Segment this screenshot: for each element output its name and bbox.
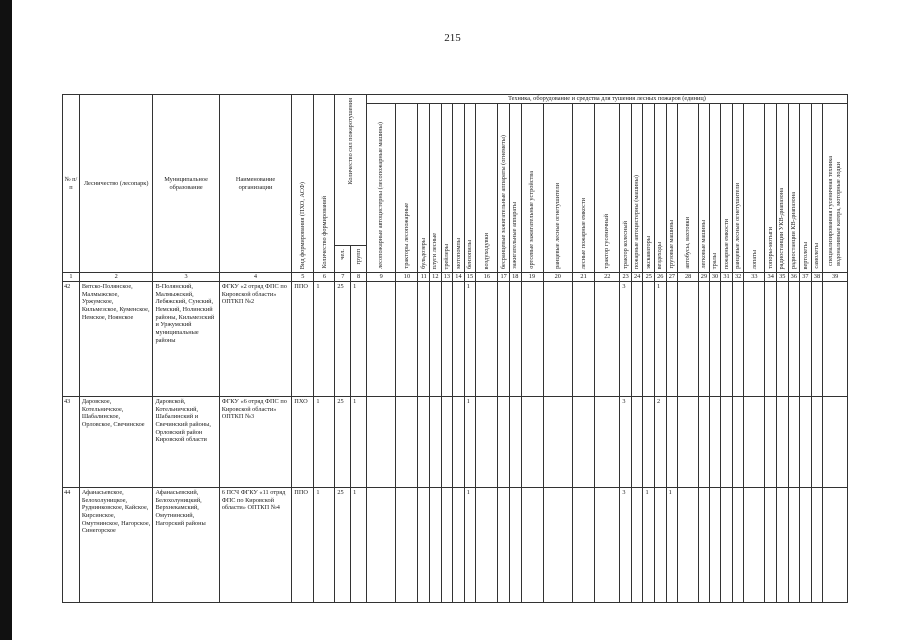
column-index-16: 16 (476, 273, 498, 282)
row-equipment-col-21 (573, 397, 595, 488)
header-equipment-29: легковые машины (699, 104, 710, 273)
row-groups: 1 (351, 397, 367, 488)
row-equipment-col-39 (823, 282, 848, 397)
header-equipment-30: тралы (709, 104, 721, 273)
column-index-row (63, 273, 848, 282)
row-groups: 1 (351, 282, 367, 397)
row-equipment-col-20 (543, 488, 572, 603)
header-equipment-26: вездеходы (655, 104, 667, 273)
row-municipality: Афанасьевский, Белохолуницкий, Верхнекамский, Омутнинский, Нагорский районы (153, 488, 219, 603)
header-org-name: Наименование организации (219, 95, 292, 273)
column-index-20: 20 (543, 273, 572, 282)
row-equipment-col-27 (666, 397, 678, 488)
header-equipment-35: радиостанции УКВ-диапазона (776, 104, 788, 273)
header-equipment-11: бульдозеры (418, 104, 430, 273)
row-equipment-col-22 (595, 488, 620, 603)
column-index-39: 39 (823, 273, 848, 282)
header-equipment-9: лесопожарные автоцистерны (лесопожарные машины) (366, 104, 395, 273)
row-equipment-col-33 (744, 397, 765, 488)
row-municipality: В-Полянский, Малмыжский, Лебяжский, Сунский, Немский, Нолинский районы, Кильмезский и Уржумский муниципальные районы (153, 282, 219, 397)
row-equipment-col-13 (441, 488, 453, 603)
row-equipment-col-18 (509, 488, 521, 603)
header-equipment-18: зажигательные аппараты (509, 104, 521, 273)
column-index-1: 1 (63, 273, 80, 282)
row-equipment-col-29 (699, 488, 710, 603)
row-equipment-col-34 (765, 488, 777, 603)
header-form-type: Вид формирования (ПХО, АСФ) (292, 95, 314, 273)
row-equipment-col-24 (631, 397, 643, 488)
column-index-14: 14 (453, 273, 465, 282)
row-equipment-col-26 (655, 488, 667, 603)
row-municipality: Даровской, Котельничский, Шабалинский и Свечинский районы, Орловский район Кировской области (153, 397, 219, 488)
column-index-4: 4 (219, 273, 292, 282)
column-index-9: 9 (366, 273, 395, 282)
column-index-6: 6 (314, 273, 335, 282)
header-equipment-25: экскаваторы (643, 104, 655, 273)
row-equipment-col-12 (430, 282, 442, 397)
header-equipment-20: ранцевые лесные огнетушители (543, 104, 572, 273)
header-equipment-32: ранцевые лесные огнетушители (732, 104, 744, 273)
column-index-33: 33 (744, 273, 765, 282)
row-equipment-col-25: 1 (643, 488, 655, 603)
row-equipment-col-34 (765, 397, 777, 488)
column-index-28: 28 (678, 273, 699, 282)
row-form-count: 1 (314, 282, 335, 397)
row-equipment-col-14 (453, 488, 465, 603)
column-index-7: 7 (335, 273, 351, 282)
header-equipment-13: трейлеры (441, 104, 453, 273)
row-forestry: Афанасьевское, Белохолуницкое, Руднинковское, Кайское, Кирсинское, Омутнинское, Нагорское, Синегорское (79, 488, 153, 603)
column-index-23: 23 (620, 273, 632, 282)
row-equipment-col-18 (509, 397, 521, 488)
row-equipment-col-17 (498, 397, 510, 488)
header-equipment-28: автобусы, вахтовки (678, 104, 699, 273)
column-index-34: 34 (765, 273, 777, 282)
row-equipment-col-16 (476, 488, 498, 603)
header-form-count: Количество формирований (314, 95, 335, 273)
header-equipment-16: воздуходувки (476, 104, 498, 273)
column-index-38: 38 (811, 273, 823, 282)
row-equipment-col-11 (418, 488, 430, 603)
row-equipment-col-20 (543, 282, 572, 397)
column-index-37: 37 (800, 273, 812, 282)
row-equipment-col-39 (823, 397, 848, 488)
row-equipment-col-25 (643, 397, 655, 488)
row-equipment-col-37 (800, 488, 812, 603)
column-index-35: 35 (776, 273, 788, 282)
column-index-30: 30 (709, 273, 721, 282)
column-index-15: 15 (464, 273, 476, 282)
row-equipment-col-30 (709, 397, 721, 488)
row-equipment-col-9 (366, 488, 395, 603)
column-index-18: 18 (509, 273, 521, 282)
column-index-24: 24 (631, 273, 643, 282)
column-index-31: 31 (721, 273, 733, 282)
header-equipment-21: лесные пожарные емкости (573, 104, 595, 273)
row-equipment-col-36 (788, 282, 800, 397)
page-number: 215 (444, 32, 461, 44)
row-equipment-col-19 (521, 282, 543, 397)
row-equipment-col-12 (430, 488, 442, 603)
row-equipment-col-22 (595, 282, 620, 397)
row-groups: 1 (351, 488, 367, 603)
row-equipment-col-32 (732, 488, 744, 603)
column-index-11: 11 (418, 273, 430, 282)
row-equipment-col-19 (521, 488, 543, 603)
row-people: 25 (335, 488, 351, 603)
row-equipment-col-26: 1 (655, 282, 667, 397)
header-equipment-27: грузовые машины (666, 104, 678, 273)
header-equipment-39: специализированная гусеничная техникаводоналивные катера, моторные лодки (823, 104, 848, 273)
row-equipment-col-31 (721, 282, 733, 397)
row-equipment-col-30 (709, 282, 721, 397)
column-index-25: 25 (643, 273, 655, 282)
row-equipment-col-22 (595, 397, 620, 488)
header-equipment-15: бензопилы (464, 104, 476, 273)
table-row (63, 488, 848, 603)
column-index-22: 22 (595, 273, 620, 282)
row-equipment-col-38 (811, 488, 823, 603)
header-equipment-17: бесранцевые зажигательные аппараты (огнеметы) (498, 104, 510, 273)
header-equipment-34: топоры-мотыги (765, 104, 777, 273)
row-equipment-col-33 (744, 282, 765, 397)
row-equipment-col-30 (709, 488, 721, 603)
header-equipment-12: плуги лесные (430, 104, 442, 273)
header-equipment-38: самолеты (811, 104, 823, 273)
row-forestry: Вятско-Полянское, Малмыжское, Уржумское, Кильмезское, Куменское, Немское, Ноянское (79, 282, 153, 397)
row-equipment-col-16 (476, 282, 498, 397)
row-forestry: Даровское, Котельничское, Шабалинское, Орловское, Свечинское (79, 397, 153, 488)
row-equipment-col-24 (631, 282, 643, 397)
row-equipment-col-28 (678, 282, 699, 397)
column-index-3: 3 (153, 273, 219, 282)
column-index-10: 10 (396, 273, 418, 282)
row-equipment-col-20 (543, 397, 572, 488)
forest-fire-resources-table (62, 94, 848, 603)
row-no: 44 (63, 488, 80, 603)
row-equipment-col-13 (441, 282, 453, 397)
header-equipment-14: мотопомпы (453, 104, 465, 273)
row-equipment-col-24 (631, 488, 643, 603)
scan-left-edge (0, 0, 12, 640)
column-index-8: 8 (351, 273, 367, 282)
row-equipment-col-10 (396, 488, 418, 603)
row-organization: ФГКУ «6 отряд ФПС по Кировской области» ОПТКП №3 (219, 397, 292, 488)
header-equipment-23: трактор колесный (620, 104, 632, 273)
column-index-21: 21 (573, 273, 595, 282)
row-equipment-col-9 (366, 282, 395, 397)
column-index-36: 36 (788, 273, 800, 282)
column-index-13: 13 (441, 273, 453, 282)
header-equipment-36: радиостанции КВ-диапазона (788, 104, 800, 273)
column-index-5: 5 (292, 273, 314, 282)
row-equipment-col-34 (765, 282, 777, 397)
row-organization: 6 ПСЧ ФГКУ «11 отряд ФПС по Кировской области» ОПТКП №4 (219, 488, 292, 603)
table-row (63, 397, 848, 488)
row-equipment-col-29 (699, 282, 710, 397)
row-equipment-col-9 (366, 397, 395, 488)
row-equipment-col-12 (430, 397, 442, 488)
row-equipment-col-36 (788, 397, 800, 488)
row-equipment-col-19 (521, 397, 543, 488)
header-force-qty: Количество сил пожаротушения (335, 95, 367, 246)
row-equipment-col-28 (678, 397, 699, 488)
column-index-2: 2 (79, 273, 153, 282)
row-equipment-col-25 (643, 282, 655, 397)
row-equipment-col-21 (573, 488, 595, 603)
header-equipment-group: Техника, оборудование и средства для тушения лесных пожаров (единиц) (366, 95, 847, 104)
row-form-count: 1 (314, 397, 335, 488)
row-equipment-col-29 (699, 397, 710, 488)
row-equipment-col-10 (396, 282, 418, 397)
header-row-top (63, 95, 848, 104)
header-sub-people: чел. (335, 246, 351, 273)
column-index-32: 32 (732, 273, 744, 282)
header-equipment-19: ортсевые зажигательные устройства (521, 104, 543, 273)
row-equipment-col-39 (823, 488, 848, 603)
header-equipment-24: пожарные автоцистерны (машины) (631, 104, 643, 273)
column-index-27: 27 (666, 273, 678, 282)
row-equipment-col-32 (732, 282, 744, 397)
row-equipment-col-38 (811, 397, 823, 488)
header-no: № п/п (63, 95, 80, 273)
column-index-26: 26 (655, 273, 667, 282)
column-index-19: 19 (521, 273, 543, 282)
column-index-17: 17 (498, 273, 510, 282)
row-equipment-col-27 (666, 282, 678, 397)
header-equipment-31: пожарные емкости (721, 104, 733, 273)
header-municipality: Муниципальное образование (153, 95, 219, 273)
row-equipment-col-17 (498, 282, 510, 397)
row-equipment-col-31 (721, 488, 733, 603)
row-equipment-col-14 (453, 282, 465, 397)
row-equipment-col-10 (396, 397, 418, 488)
row-equipment-col-26: 2 (655, 397, 667, 488)
row-equipment-col-11 (418, 282, 430, 397)
row-no: 43 (63, 397, 80, 488)
row-no: 42 (63, 282, 80, 397)
row-equipment-col-11 (418, 397, 430, 488)
row-equipment-col-14 (453, 397, 465, 488)
row-equipment-col-16 (476, 397, 498, 488)
row-equipment-col-17 (498, 488, 510, 603)
row-equipment-col-37 (800, 282, 812, 397)
row-equipment-col-35 (776, 282, 788, 397)
header-sub-groups: групп (351, 246, 367, 273)
row-form-type: ППО (292, 282, 314, 397)
row-equipment-col-33 (744, 488, 765, 603)
column-index-12: 12 (430, 273, 442, 282)
header-equipment-10: тракторы лесопожарные (396, 104, 418, 273)
row-form-type: ПХО (292, 397, 314, 488)
row-equipment-col-21 (573, 282, 595, 397)
row-form-type: ППО (292, 488, 314, 603)
column-index-29: 29 (699, 273, 710, 282)
table-row (63, 282, 848, 397)
row-equipment-col-13 (441, 397, 453, 488)
row-equipment-col-37 (800, 397, 812, 488)
row-equipment-col-27: 1 (666, 488, 678, 603)
row-equipment-col-15: 1 (464, 397, 476, 488)
row-people: 25 (335, 397, 351, 488)
row-organization: ФГКУ «2 отряд ФПС по Кировской области» ОПТКП №2 (219, 282, 292, 397)
header-equipment-33: лопаты (744, 104, 765, 273)
row-equipment-col-36 (788, 488, 800, 603)
row-equipment-col-38 (811, 282, 823, 397)
row-people: 25 (335, 282, 351, 397)
row-equipment-col-31 (721, 397, 733, 488)
row-equipment-col-23: 3 (620, 397, 632, 488)
row-equipment-col-23: 3 (620, 488, 632, 603)
header-equipment-37: вертолеты (800, 104, 812, 273)
row-equipment-col-32 (732, 397, 744, 488)
header-forestry: Лесничество (лесопарк) (79, 95, 153, 273)
row-form-count: 1 (314, 488, 335, 603)
row-equipment-col-18 (509, 282, 521, 397)
header-equipment-22: трактор гусеничный (595, 104, 620, 273)
row-equipment-col-35 (776, 397, 788, 488)
row-equipment-col-15: 1 (464, 282, 476, 397)
row-equipment-col-15: 1 (464, 488, 476, 603)
row-equipment-col-28 (678, 488, 699, 603)
row-equipment-col-35 (776, 488, 788, 603)
row-equipment-col-23: 3 (620, 282, 632, 397)
